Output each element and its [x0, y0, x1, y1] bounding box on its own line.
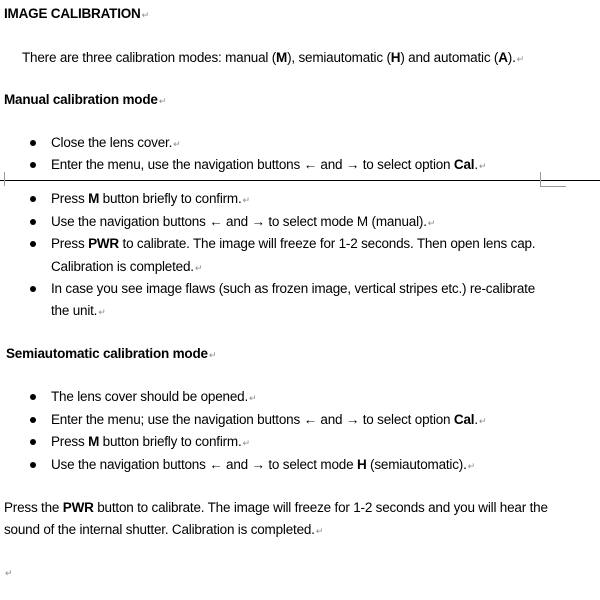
intro-text: ).: [507, 50, 516, 65]
list-item-continuation: [51, 258, 202, 277]
option-cal: Cal: [453, 412, 475, 427]
paragraph-mark: ↵: [5, 568, 13, 578]
list-item-text: Use the navigation buttons ← and → to select mode M (manual).: [51, 214, 427, 229]
bullet-icon: [30, 417, 36, 423]
list-item-text: the unit.: [51, 303, 98, 318]
list-item-text: button briefly to confirm.: [99, 434, 242, 449]
paragraph-mark: ↵: [315, 526, 324, 536]
list-item-text: .: [474, 412, 478, 427]
list-item-text: Enter the menu, use the navigation buttons ← and → to select option: [51, 157, 454, 172]
paragraph-mark: ↵: [249, 393, 257, 403]
document-title: [4, 5, 149, 24]
list-item-text: button briefly to confirm.: [99, 191, 242, 206]
list-item: [51, 190, 250, 209]
list-item: [51, 456, 475, 475]
bullet-icon: [30, 196, 36, 202]
intro-mode-m: M: [276, 50, 288, 65]
paragraph-mark: ↵: [242, 195, 250, 205]
list-item-text: Use the navigation buttons ← and → to select mode: [51, 457, 357, 472]
page-break-line: [0, 180, 600, 181]
paragraph-mark: ↵: [173, 139, 181, 149]
paragraph-mark: ↵: [194, 263, 203, 273]
heading-text: Semiautomatic calibration mode: [6, 346, 208, 361]
intro-text: There are three calibration modes: manual (: [22, 50, 277, 65]
list-item: [51, 134, 180, 153]
paragraph-text: sound of the internal shutter. Calibration is completed.: [4, 522, 315, 537]
margin-corner-mark: [0, 172, 5, 186]
list-item: [51, 433, 250, 452]
paragraph-mark: ↵: [516, 54, 524, 64]
button-pwr: PWR: [62, 500, 94, 515]
paragraph-mark: ↵: [208, 350, 217, 360]
list-item: [51, 280, 535, 298]
paragraph-mark: ↵: [478, 416, 487, 426]
list-item: [51, 388, 256, 407]
paragraph-mark: ↵: [467, 461, 475, 471]
list-item-text: Press: [51, 434, 89, 449]
paragraph-mark: ↵: [141, 10, 149, 20]
empty-paragraph: [4, 563, 12, 582]
semiautomatic-mode-heading: [6, 345, 216, 364]
list-item-text: Calibration is completed.: [51, 259, 194, 274]
manual-mode-heading: [4, 91, 166, 110]
option-cal: Cal: [453, 157, 475, 172]
paragraph-mark: ↵: [158, 96, 167, 106]
bullet-icon: [30, 241, 36, 247]
list-item-text: The lens cover should be opened.: [51, 389, 248, 404]
bullet-icon: [30, 462, 36, 468]
closing-paragraph: [4, 499, 548, 517]
paragraph-text: Press the: [4, 500, 63, 515]
list-item-text: Press: [51, 191, 89, 206]
list-item-text: .: [474, 157, 478, 172]
title-text: IMAGE CALIBRATION: [4, 6, 141, 21]
bullet-icon: [30, 162, 36, 168]
bullet-icon: [30, 140, 36, 146]
button-pwr: PWR: [88, 236, 119, 251]
intro-text: ), semiautomatic (: [287, 50, 391, 65]
bullet-icon: [30, 439, 36, 445]
list-item-continuation: [51, 302, 106, 321]
mode-h: H: [356, 457, 367, 472]
button-m: M: [88, 434, 100, 449]
heading-text: Manual calibration mode: [4, 92, 158, 107]
list-item-text: to calibrate. The image will freeze for 1-2 seconds. Then open lens cap.: [118, 236, 536, 251]
paragraph-mark: ↵: [242, 438, 250, 448]
list-item-text: In case you see image flaws (such as frozen image, vertical stripes etc.) re-calibrate: [51, 281, 536, 296]
list-item-text: (semiautomatic).: [366, 457, 467, 472]
intro-mode-h: H: [390, 50, 401, 65]
bullet-icon: [30, 286, 36, 292]
paragraph-mark: ↵: [98, 307, 106, 317]
list-item-text: Press: [51, 236, 89, 251]
list-item: [51, 156, 486, 175]
list-item-text: Close the lens cover.: [51, 135, 173, 150]
intro-text: ) and automatic (: [400, 50, 499, 65]
intro-mode-a: A: [498, 50, 508, 65]
list-item: [51, 235, 535, 253]
intro-paragraph: [22, 49, 524, 68]
button-m: M: [88, 191, 100, 206]
bullet-icon: [30, 394, 36, 400]
margin-corner-mark: [540, 186, 566, 187]
paragraph-text: button to calibrate. The image will freeze for 1-2 seconds and you will hear the: [93, 500, 548, 515]
list-item-text: Enter the menu; use the navigation buttons ← and → to select option: [51, 412, 454, 427]
paragraph-mark: ↵: [427, 218, 436, 228]
margin-corner-mark: [540, 172, 541, 186]
bullet-icon: [30, 219, 36, 225]
list-item: [51, 213, 435, 232]
list-item: [51, 411, 486, 430]
closing-paragraph-continuation: [4, 521, 323, 540]
paragraph-mark: ↵: [478, 161, 487, 171]
